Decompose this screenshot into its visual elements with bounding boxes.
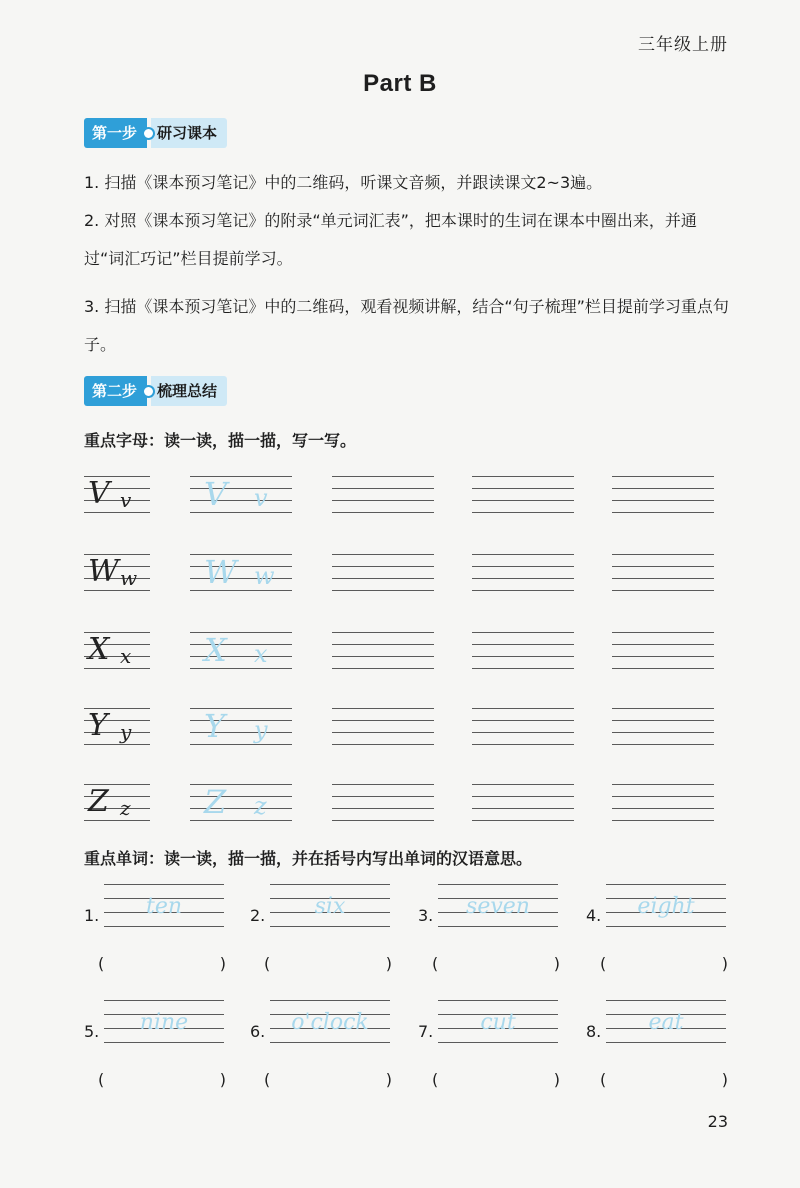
sample-upper-letter: Y: [88, 708, 108, 743]
part-title: Part B: [363, 70, 437, 97]
letter-row: [84, 778, 734, 826]
word-number: 3.: [418, 906, 434, 925]
word-number: 1.: [84, 906, 100, 925]
tracing-grid[interactable]: [190, 708, 292, 744]
trace-word: eat: [648, 1010, 684, 1035]
trace-upper-letter: Y: [204, 707, 226, 745]
meaning-answer-blank[interactable]: [264, 954, 392, 973]
words-heading: 重点单词：读一读，描一描，并在括号内写出单词的汉语意思。: [84, 849, 533, 868]
step1-item-3: 3. 扫描《课本预习笔记》中的二维码，观看视频讲解，结合“句子梳理”栏目提前学习重点句子。: [84, 297, 729, 354]
word-number: 6.: [250, 1022, 266, 1041]
sample-upper-letter: W: [88, 554, 119, 589]
writing-grid[interactable]: [612, 476, 714, 512]
word-number: 2.: [250, 906, 266, 925]
word-number: 8.: [586, 1022, 602, 1041]
sample-upper-letter: V: [88, 476, 110, 511]
meaning-answer-blank[interactable]: [600, 1070, 728, 1089]
trace-lower-letter: x: [254, 640, 268, 668]
step1-item-1: 1. 扫描《课本预习笔记》中的二维码，听课文音频，并跟读课文2~3遍。: [84, 173, 603, 192]
letter-sample: [84, 548, 150, 596]
writing-grid[interactable]: [472, 476, 574, 512]
trace-word: seven: [466, 894, 530, 919]
sample-lower-letter: y: [120, 720, 132, 744]
open-paren: (: [98, 954, 105, 973]
step-dot-icon: [142, 127, 155, 140]
close-paren: ): [721, 954, 728, 973]
trace-word: o'clock: [291, 1010, 369, 1035]
close-paren: ): [385, 1070, 392, 1089]
open-paren: (: [432, 954, 439, 973]
close-paren: ): [219, 1070, 226, 1089]
open-paren: (: [600, 1070, 607, 1089]
meaning-answer-blank[interactable]: [264, 1070, 392, 1089]
close-paren: ): [553, 954, 560, 973]
word-item: [250, 994, 400, 1094]
letter-sample: [84, 778, 150, 826]
step2-label: 第二步: [84, 376, 147, 406]
trace-word: cut: [480, 1010, 516, 1035]
letter-row: [84, 470, 734, 518]
meaning-answer-blank[interactable]: [98, 954, 226, 973]
word-item: [586, 994, 736, 1094]
writing-grid[interactable]: [612, 708, 714, 744]
writing-grid[interactable]: [612, 554, 714, 590]
sample-lower-letter: w: [120, 566, 138, 590]
writing-grid[interactable]: [332, 632, 434, 668]
close-paren: ): [553, 1070, 560, 1089]
sample-lower-letter: v: [120, 488, 132, 512]
open-paren: (: [600, 954, 607, 973]
step1-item-2: 2. 对照《课本预习笔记》的附录“单元词汇表”，把本课时的生词在课本中圈出来，并通过“词汇巧记”栏目提前学习。: [84, 211, 697, 268]
step-dot-icon: [142, 385, 155, 398]
writing-grid[interactable]: [332, 708, 434, 744]
step1-label: 第一步: [84, 118, 147, 148]
letter-row: [84, 626, 734, 674]
step2-badge: [84, 376, 227, 406]
trace-word: eight: [637, 894, 695, 919]
tracing-grid[interactable]: [190, 554, 292, 590]
letter-row: [84, 548, 734, 596]
sample-upper-letter: Z: [88, 784, 109, 819]
tracing-grid[interactable]: [190, 476, 292, 512]
writing-grid[interactable]: [332, 476, 434, 512]
letter-sample: [84, 470, 150, 518]
writing-grid[interactable]: [472, 632, 574, 668]
writing-grid[interactable]: [612, 632, 714, 668]
meaning-answer-blank[interactable]: [98, 1070, 226, 1089]
trace-upper-letter: V: [204, 475, 228, 513]
writing-grid[interactable]: [472, 708, 574, 744]
sample-lower-letter: z: [120, 796, 131, 820]
letter-sample: [84, 626, 150, 674]
word-item: [250, 878, 400, 978]
page-number: 23: [707, 1112, 728, 1131]
trace-lower-letter: z: [254, 792, 267, 820]
writing-grid[interactable]: [332, 784, 434, 820]
sample-upper-letter: X: [88, 632, 110, 667]
trace-upper-letter: Z: [204, 783, 227, 821]
trace-word: ten: [145, 894, 183, 919]
word-item: [84, 878, 234, 978]
open-paren: (: [264, 954, 271, 973]
word-item: [586, 878, 736, 978]
trace-lower-letter: y: [254, 716, 268, 744]
step2-title: 梳理总结: [151, 376, 227, 406]
writing-grid[interactable]: [472, 554, 574, 590]
word-number: 7.: [418, 1022, 434, 1041]
close-paren: ): [219, 954, 226, 973]
close-paren: ): [385, 954, 392, 973]
letter-sample: [84, 702, 150, 750]
letter-row: [84, 702, 734, 750]
trace-word: six: [314, 894, 346, 919]
step1-badge: [84, 118, 227, 148]
meaning-answer-blank[interactable]: [600, 954, 728, 973]
writing-grid[interactable]: [472, 784, 574, 820]
word-number: 4.: [586, 906, 602, 925]
close-paren: ): [721, 1070, 728, 1089]
trace-word: nine: [139, 1010, 189, 1035]
word-item: [418, 878, 568, 978]
sample-lower-letter: x: [120, 644, 132, 668]
meaning-answer-blank[interactable]: [432, 954, 560, 973]
word-number: 5.: [84, 1022, 100, 1041]
tracing-grid[interactable]: [190, 784, 292, 820]
writing-grid[interactable]: [332, 554, 434, 590]
meaning-answer-blank[interactable]: [432, 1070, 560, 1089]
trace-lower-letter: w: [254, 562, 275, 590]
open-paren: (: [98, 1070, 105, 1089]
letters-heading: 重点字母：读一读，描一描，写一写。: [84, 431, 357, 450]
writing-grid[interactable]: [612, 784, 714, 820]
trace-upper-letter: X: [204, 631, 227, 669]
tracing-grid[interactable]: [190, 632, 292, 668]
open-paren: (: [432, 1070, 439, 1089]
grade-label: 三年级上册: [638, 35, 728, 55]
word-item: [84, 994, 234, 1094]
word-item: [418, 994, 568, 1094]
open-paren: (: [264, 1070, 271, 1089]
trace-lower-letter: v: [254, 484, 268, 512]
trace-upper-letter: W: [204, 553, 237, 591]
step1-title: 研习课本: [151, 118, 227, 148]
